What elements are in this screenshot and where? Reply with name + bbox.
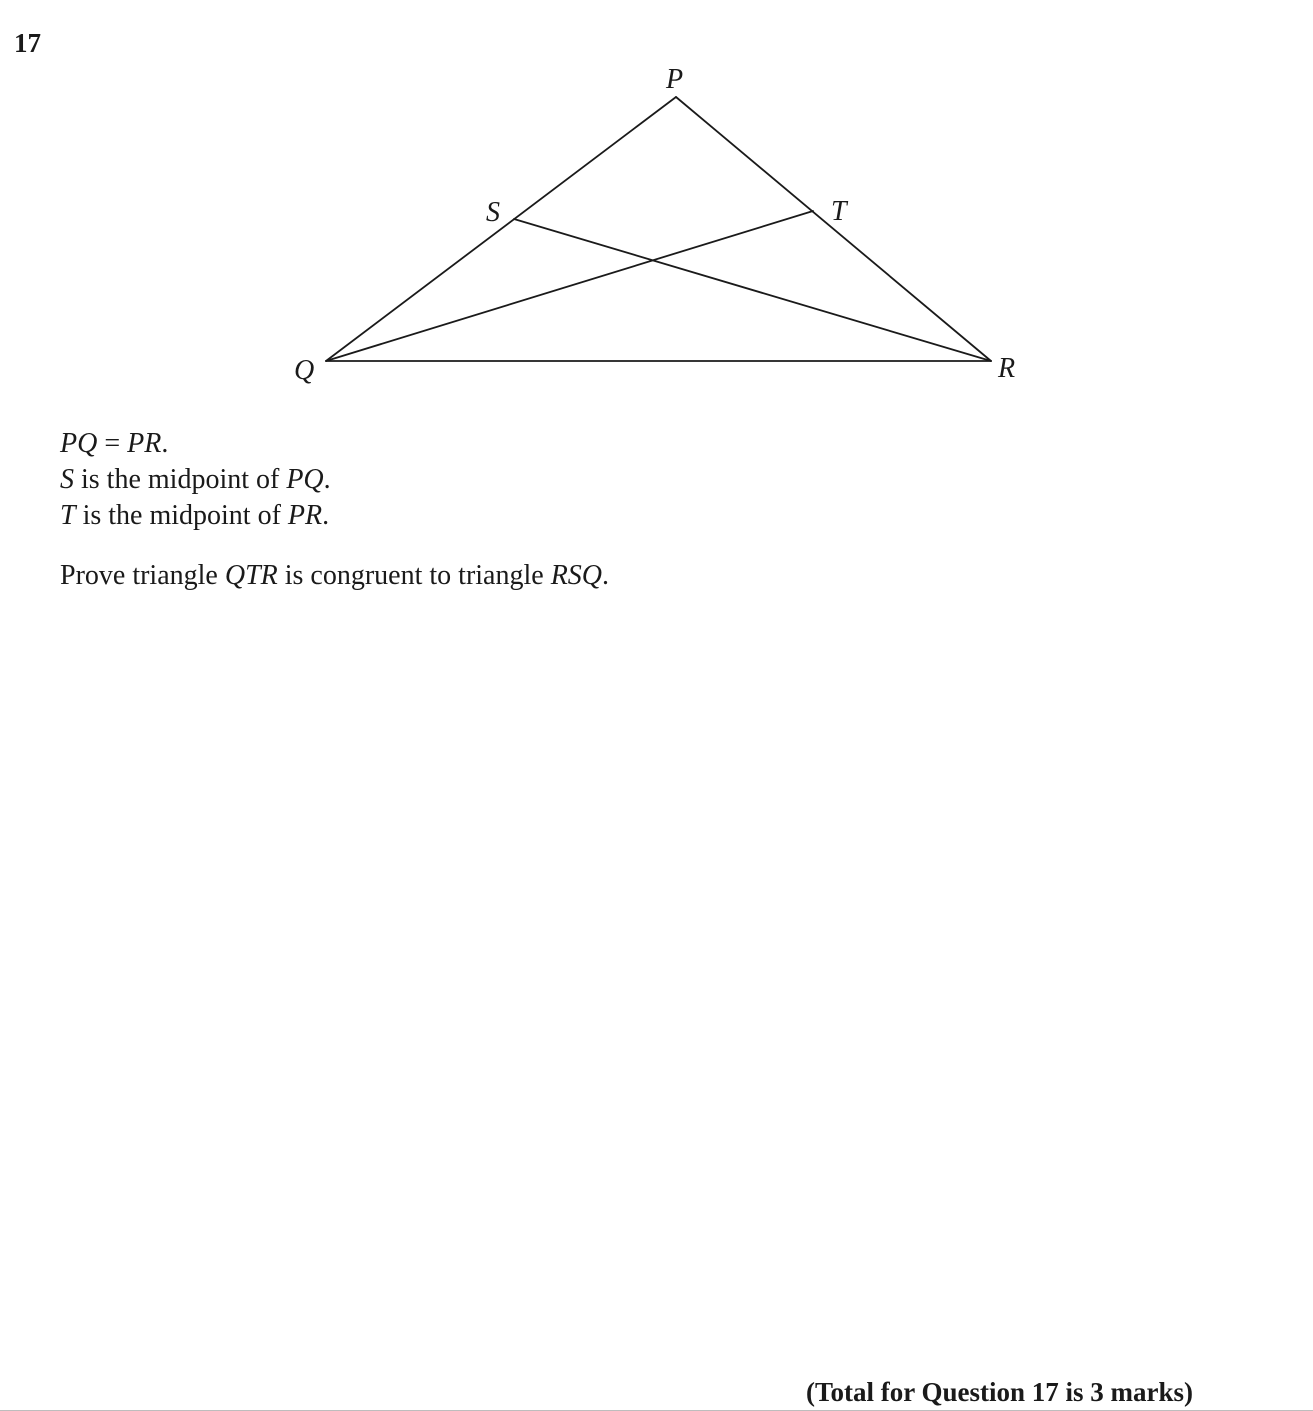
given-line-3: T is the midpoint of PR.: [60, 500, 330, 531]
given-statements: [60, 426, 331, 534]
triangle-diagram: [0, 0, 1313, 420]
label-s: S: [486, 197, 500, 228]
side-pq: [326, 97, 676, 361]
segment-rs: [514, 219, 991, 361]
label-r: R: [998, 353, 1016, 384]
side-pr: [676, 97, 991, 361]
given-line-1: PQ = PR.: [60, 428, 169, 459]
label-p: P: [666, 64, 684, 95]
label-q: Q: [294, 355, 315, 386]
proof-instruction: Prove triangle QTR is congruent to triangle RSQ.: [60, 560, 610, 591]
label-t: T: [831, 196, 847, 227]
question-number: 17: [14, 28, 41, 58]
given-line-2: S is the midpoint of PQ.: [60, 464, 331, 495]
total-marks: (Total for Question 17 is 3 marks): [805, 1377, 1193, 1407]
